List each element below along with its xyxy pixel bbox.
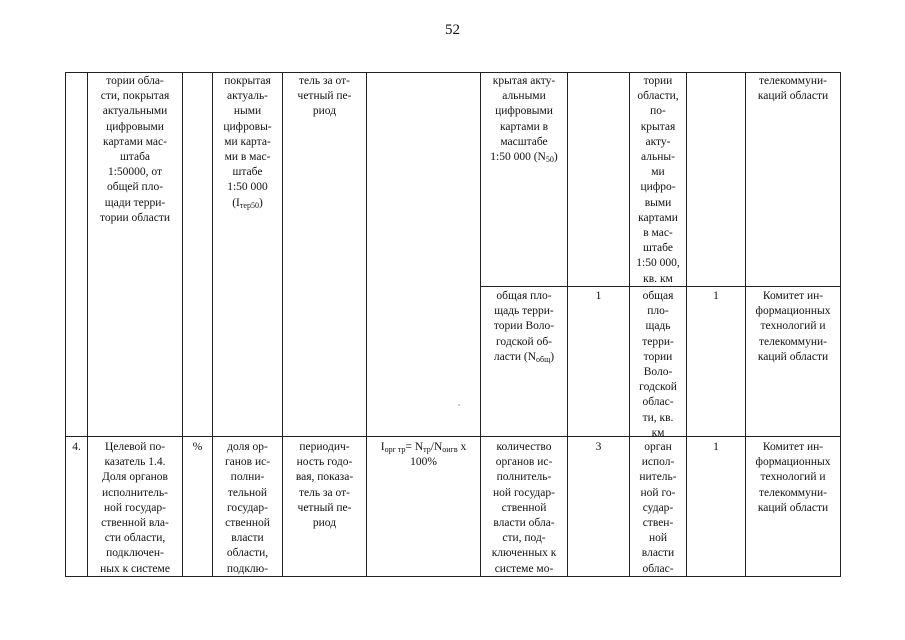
responsible: Комитет ин- формационных технологий и телекоммуни- каций области (755, 441, 831, 514)
col-border (366, 72, 367, 577)
unit-cont: тории области, по- крытая акту- альны- ми цифро- выми картами в мас- штабе 1:50 000, кв. км (636, 75, 680, 285)
period-cont: тель за от- четный пе- риод (297, 75, 352, 118)
period: периодич- ность годо- вая, показа- тель за от- четный пе- риод (295, 441, 354, 530)
basic-indicator: количество органов ис- полнитель- ной государ- ственной власти обла- сти, под- ключенных к системе мо- (491, 441, 557, 575)
indicator-definition-cont: покрытая актуаль- ными цифровы- ми карта- ми в мас- штабе 1:50 000 $(I_{тер50})$ (223, 75, 272, 210)
col-border (840, 72, 841, 577)
unit-total-area: общая пло- щадь терри- тории Воло- годской облас- ти, кв. км (639, 290, 677, 439)
unit: орган испол- нитель- ной го- судар- ствен- ной власти облас- (639, 441, 677, 575)
indicator-definition: доля ор- ганов ис- полни- тельной государ- ственной власти области, подклю- (224, 441, 271, 575)
responsible-total-area: Комитет ин- формационных технологий и телекоммуни- каций области (755, 290, 831, 363)
scan-speck (458, 404, 460, 406)
basic-indicator-total-area: общая пло- щадь терри- тории Воло- годской об- ласти $(N_{общ})$ (493, 290, 555, 364)
indicator-name: Целевой по- казатель 1.4. Доля органов исполнитель- ной государ- ственной вла- сти области, подключен- ных к системе (100, 441, 170, 575)
method-code: 1 (713, 441, 719, 453)
indicator-name-cont: тории обла- сти, покрытая актуальными цифровыми картами мас- штаба 1:50000, от общей пло- щади терри- тории области (100, 75, 170, 224)
responsible-cont: телекоммуни- каций области (757, 75, 829, 103)
source-code-total-area: 1 (595, 290, 602, 302)
col-border (567, 72, 568, 577)
method-code-total-area: 1 (713, 290, 719, 302)
col-border (686, 72, 687, 577)
page-number: 52 (445, 22, 460, 38)
col-border (65, 72, 66, 577)
unit-of-measure: % (192, 441, 203, 453)
source-code: 3 (595, 441, 602, 453)
basic-indicator-cont: крытая акту- альными цифровыми картами в масштабе 1:50 000 $(N_{50})$ (490, 75, 558, 165)
col-border (182, 72, 183, 577)
calculation-formula: $I_{орг тр}= N_{тр}/N_{оигв}$ x 100% (380, 441, 467, 469)
row-number: 4. (72, 441, 81, 453)
